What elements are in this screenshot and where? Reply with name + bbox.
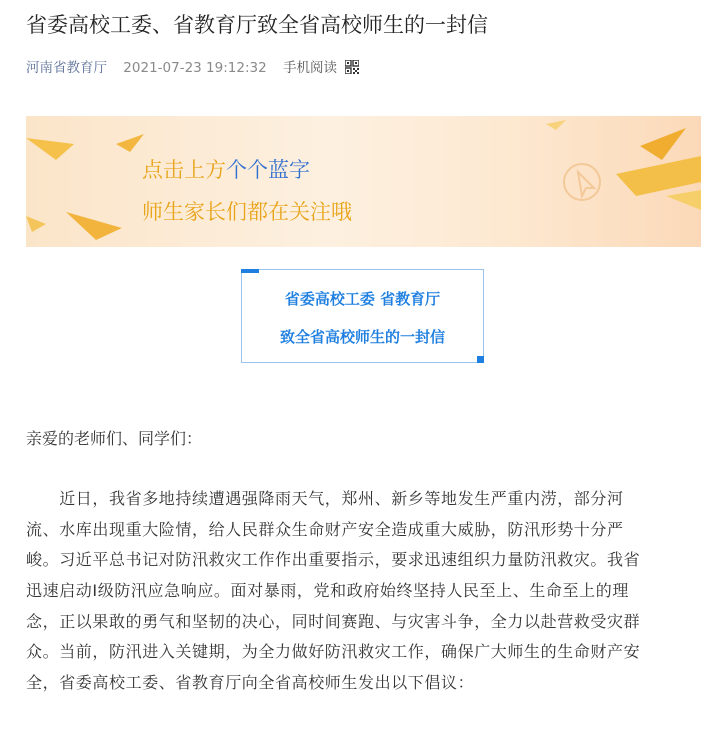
- banner-line-2: 师生家长们都在关注哦: [142, 200, 352, 224]
- article-date: 2021-07-23 19:12:32: [123, 60, 267, 76]
- banner-line-1: [142, 156, 310, 184]
- box-corner-accent: [241, 269, 259, 273]
- letter-line: 全，省委高校工委、省教育厅向全省高校师生发出以下倡议：: [26, 673, 475, 693]
- mobile-read-link[interactable]: 手机阅读: [282, 60, 337, 76]
- letter-body: [26, 484, 702, 699]
- letter-line: 众。当前，防汛进入关键期，为全力做好防汛救灾工作，确保广大师生的生命财产安: [26, 642, 641, 662]
- banner-decoration: [26, 116, 701, 247]
- letter-line: 念，正以果敢的勇气和坚韧的决心，同时间赛跑、与灾害斗争，全力以赴营救受灾群: [26, 611, 641, 631]
- letter-greeting: 亲爱的老师们、同学们：: [26, 429, 203, 448]
- heading-box: [241, 269, 484, 363]
- article-title: 省委高校工委、省教育厅致全省高校师生的一封信: [26, 13, 488, 37]
- letter-line: 峻。习近平总书记对防汛救灾工作作出重要指示，要求迅速组织力量防汛救灾。我省: [26, 550, 641, 570]
- qr-code-icon[interactable]: [345, 60, 359, 74]
- article-source-link[interactable]: 河南省教育厅: [26, 60, 107, 76]
- banner-highlight-text: 个个蓝字: [226, 158, 310, 182]
- letter-line: 流、水库出现重大险情，给人民群众生命财产安全造成重大威胁，防汛形势十分严: [26, 519, 624, 539]
- heading-box-line-1: 省委高校工委 省教育厅: [284, 290, 441, 308]
- box-corner-accent: [477, 356, 484, 363]
- letter-line: 迅速启动Ⅰ级防汛应急响应。面对暴雨，党和政府始终坚持人民至上、生命至上的理: [26, 581, 629, 601]
- article-meta: [26, 58, 371, 78]
- follow-banner[interactable]: [26, 116, 701, 247]
- heading-box-line-2: 致全省高校师生的一封信: [279, 328, 445, 346]
- letter-line: 近日，我省多地持续遭遇强降雨天气，郑州、新乡等地发生严重内涝，部分河: [26, 489, 624, 508]
- banner-line-1-prefix: 点击上方: [142, 158, 226, 182]
